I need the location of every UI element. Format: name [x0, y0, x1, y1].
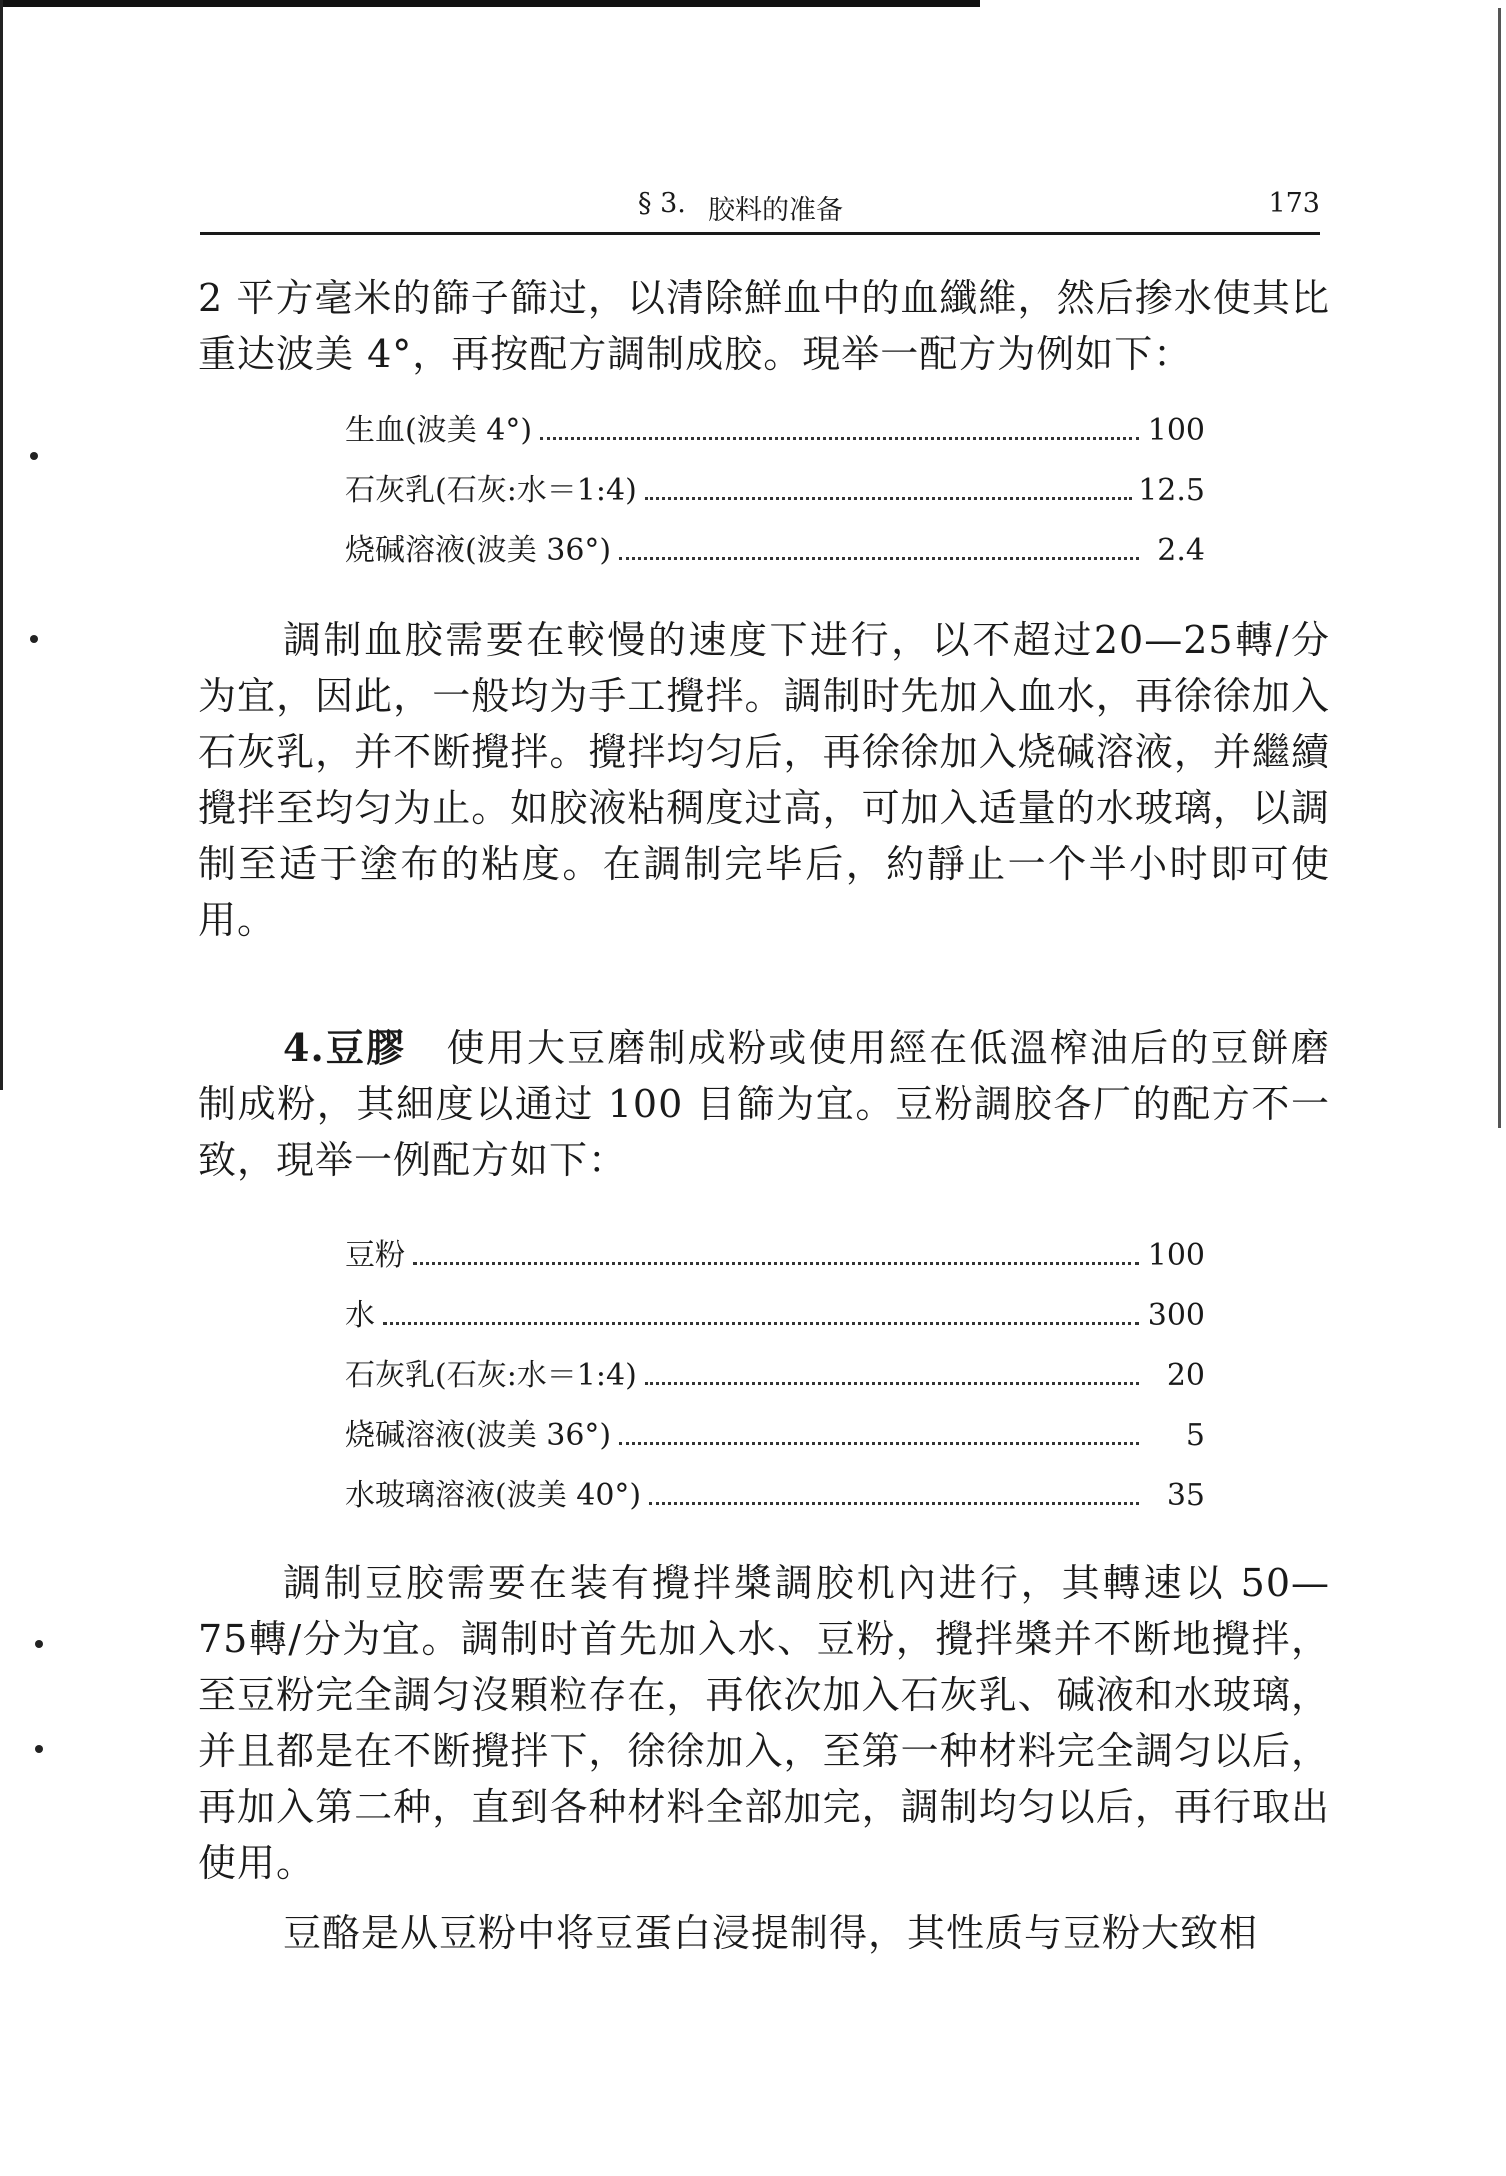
dot-leader [645, 497, 1132, 500]
dot-leader [413, 1262, 1139, 1265]
ingredient-name: 生血(波美 4°) [345, 413, 533, 448]
scan-left-edge [0, 0, 3, 1090]
scan-speck [30, 635, 38, 643]
ingredient-name: 水玻璃溶液(波美 40°) [345, 1478, 642, 1513]
dot-leader [540, 437, 1139, 440]
section-title: 胶料的准备 [708, 195, 843, 226]
page-number: 173 [1268, 188, 1320, 219]
ingredient-amount: 100 [1147, 1238, 1205, 1273]
paragraph-soy-glue-text: 使用大豆磨制成粉或使用經在低溫榨油后的豆餅磨制成粉，其細度以通过 100 目篩为宜。豆粉調胶各厂的配方不一致，現举一例配方如下： [198, 1026, 1330, 1182]
ingredient-name: 烧碱溶液(波美 36°) [345, 533, 612, 568]
ingredient-amount: 2.4 [1157, 533, 1205, 568]
ingredient-amount: 5 [1185, 1418, 1205, 1453]
ingredient-amount: 35 [1166, 1478, 1205, 1513]
paragraph-blood-glue-method: 調制血胶需要在較慢的速度下进行，以不超过20—25轉/分为宜，因此，一般均为手工攪拌。調制时先加入血水，再徐徐加入石灰乳，并不断攪拌。攪拌均匀后，再徐徐加入烧碱溶液，并繼續攪拌至均匀为止。如胶液粘稠度过高，可加入适量的水玻璃，以調制至适于塗布的粘度。在調制完毕后，約靜止一个半小时即可使用。 [198, 618, 1330, 942]
ingredient-amount: 300 [1147, 1298, 1205, 1333]
recipe-row [345, 1230, 1205, 1290]
ingredient-name: 石灰乳(石灰:水＝1:4) [345, 473, 637, 508]
paragraph-soy-glue-method: 調制豆胶需要在装有攪拌槳調胶机內进行，其轉速以 50—75轉/分为宜。調制时首先加入水、豆粉，攪拌槳并不断地攪拌，至豆粉完全調匀沒顆粒存在，再依次加入石灰乳、碱液和水玻璃，并且都是在不断攪拌下，徐徐加入，至第一种材料完全調匀以后，再加入第二种，直到各种材料全部加完，調制均匀以后，再行取出使用。 [198, 1561, 1330, 1885]
paragraph-soy-glue [198, 1020, 1330, 1188]
paragraph-soy-casein: 豆酪是从豆粉中将豆蛋白浸提制得，其性质与豆粉大致相 [283, 1911, 1259, 1955]
dot-leader [619, 1442, 1139, 1445]
recipe-row [345, 465, 1205, 525]
dot-leader [383, 1322, 1139, 1325]
dot-leader [645, 1382, 1139, 1385]
ingredient-amount: 100 [1147, 413, 1205, 448]
scan-speck [30, 452, 38, 460]
recipe-row [345, 1350, 1205, 1410]
recipe-soy-glue [345, 1230, 1205, 1530]
paragraph-blood-glue-intro: 2 平方毫米的篩子篩过，以清除鮮血中的血纖維，然后掺水使其比重达波美 4°，再按配方調制成胶。現举一配方为例如下： [198, 276, 1330, 376]
recipe-blood-glue [345, 405, 1205, 585]
dot-leader [649, 1502, 1139, 1505]
scan-top-border [0, 0, 980, 7]
recipe-row [345, 525, 1205, 585]
dot-leader [619, 557, 1139, 560]
recipe-row [345, 1470, 1205, 1530]
recipe-row [345, 405, 1205, 465]
running-header [200, 184, 1320, 235]
recipe-row [345, 1290, 1205, 1350]
recipe-row [345, 1410, 1205, 1470]
ingredient-name: 豆粉 [345, 1238, 405, 1273]
ingredient-name: 烧碱溶液(波美 36°) [345, 1418, 612, 1453]
ingredient-name: 水 [345, 1298, 375, 1333]
ingredient-name: 石灰乳(石灰:水＝1:4) [345, 1358, 637, 1393]
scan-speck [35, 1640, 43, 1648]
ingredient-amount: 20 [1166, 1358, 1205, 1393]
scan-speck [35, 1745, 43, 1753]
scan-right-edge [1498, 8, 1501, 1128]
subsection-heading: 4.豆膠 [283, 1025, 407, 1070]
section-number: § 3. [638, 188, 686, 219]
ingredient-amount: 12.5 [1138, 473, 1205, 508]
